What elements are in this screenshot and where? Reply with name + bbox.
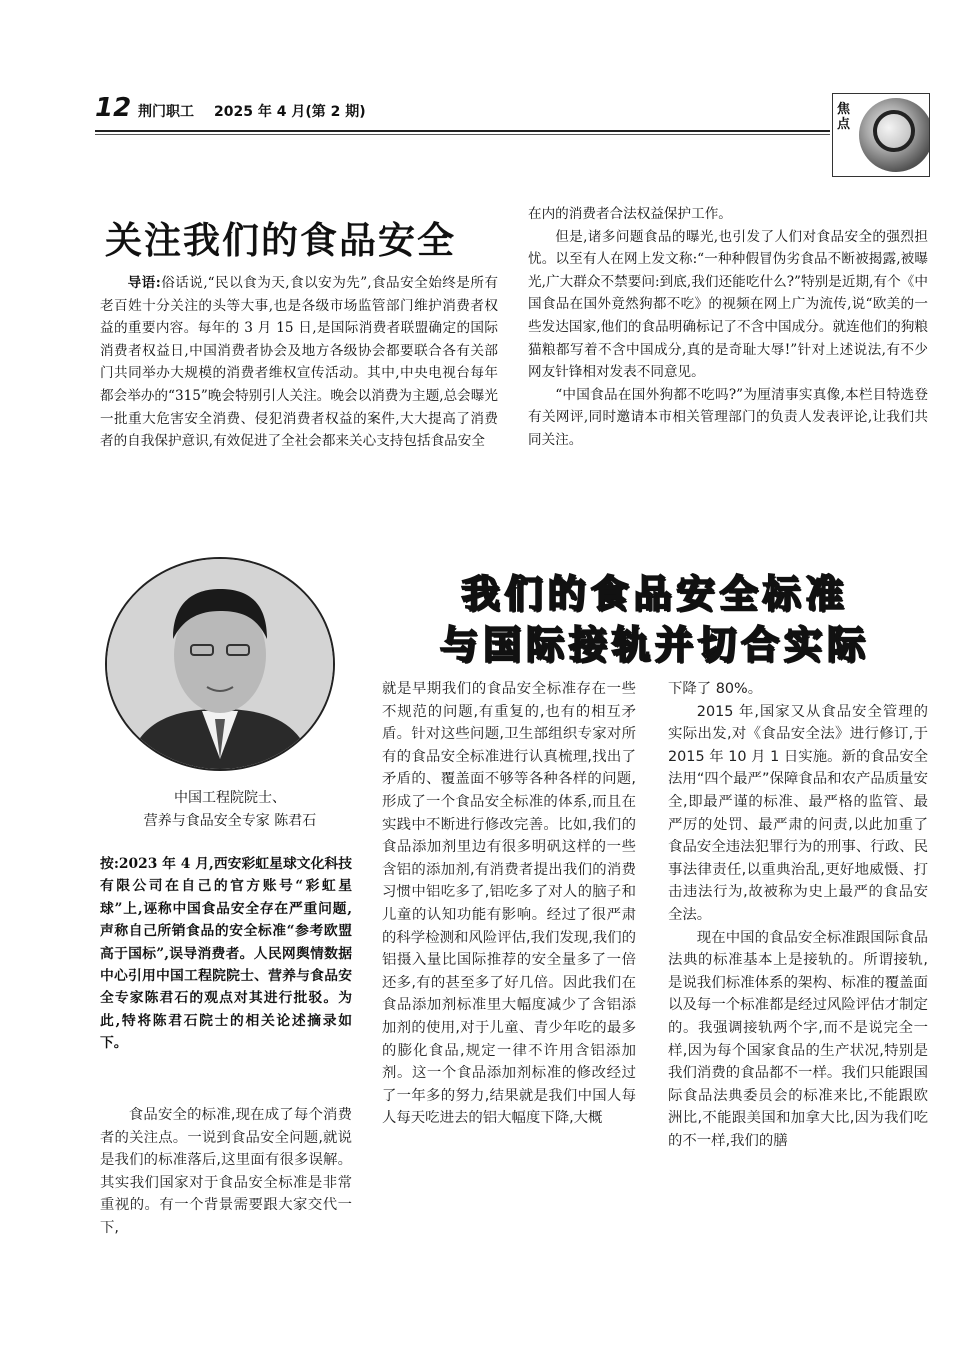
article-title-line2: 与国际接轨并切合实际 [439, 622, 870, 667]
article-column-2 [382, 678, 636, 1130]
editor-note [100, 853, 352, 1055]
page-number: 12 [95, 93, 132, 123]
article-title-line1: 我们的食品安全标准 [461, 571, 849, 616]
feature-lead [100, 272, 498, 453]
section-badge [832, 93, 930, 177]
portrait-caption-line1: 中国工程院院士、 [174, 790, 286, 806]
portrait-caption-line2: 营养与食品安全专家 陈君石 [143, 813, 317, 829]
lead-label: 导语: [127, 275, 161, 291]
magnifier-icon [873, 110, 915, 152]
author-portrait [105, 557, 335, 771]
article-paragraph: 2015 年,国家又从食品安全管理的实际出发,对《食品安全法》进行修订,于 2015 年 10 月 1 日实施。新的食品安全法用“四个最严”保障食品和农产品质量安全,即最严谨的标准、最严格的监管、最严厉的处罚、最严肃的问责,以此加重了食品安全违法犯罪行为的刑事、行政、民事法律责任,以重典治乱,更好地威慑、打击违法行为,故被称为史上最严的食品安全法。 [668, 703, 928, 923]
note-label: 按: [100, 856, 119, 872]
note-text: 2023 年 4 月,西安彩虹星球文化科技有限公司在自己的官方账号“彩虹星球”上,诬称中国食品安全存在严重问题,声称自己所销食品的安全标准“参考欧盟高于国标”,误导消费者。人民网舆情数据中心引用中国工程院院士、营养与食品安全专家陈君石的观点对其进行批驳。为此,特将陈君石院士的相关论述摘录如下。 [100, 856, 353, 1052]
portrait-photo [107, 559, 333, 769]
lead-text: 俗话说,“民以食为天,食以安为先”,食品安全始终是所有老百姓十分关注的头等大事,也是各级市场监管部门维护消费者权益的重要内容。每年的 3 月 15 日,是国际消费者联盟确定的国际消费者权益日,中国消费者协会及地方各级协会都要联合各有关部门共同举办大规模的消费者维权宣传活动。其中,中央电视台每年都会举办的“315”晚会特别引人关注。晚会以消费为主题,总会曝光一批重大危害安全消费、侵犯消费者权益的案件,大大提高了消费者的自我保护意识,有效促进了全社会都来关心支持包括食品安全 [100, 275, 498, 450]
article-paragraph: 下降了 80%。 [668, 681, 763, 697]
feature-paragraph: 在内的消费者合法权益保护工作。 [528, 206, 732, 222]
header-rule [95, 130, 830, 132]
feature-title: 关注我们的食品安全 [105, 219, 456, 262]
feature-continued [528, 203, 928, 452]
feature-paragraph: “中国食品在国外狗都不吃吗?”为厘清事实真像,本栏目特选登有关网评,同时邀请本市相关管理部门的负责人发表评论,让我们共同关注。 [528, 386, 928, 448]
feature-paragraph: 但是,诸多问题食品的曝光,也引发了人们对食品安全的强烈担忧。以至有人在网上发文称:“一种种假冒伪劣食品不断被揭露,被曝光,广大群众不禁要问:到底,我们还能吃什么?”特别是近期,有个《中国食品在国外竟然狗都不吃》的视频在网上广为流传,说“欧美的一些发达国家,他们的食品明确标记了不含中国成分。就连他们的狗粮猫粮都写着不含中国成分,真的是奇耻大辱!”针对上述说法,有不少网友针锋相对发表不同意见。 [528, 228, 928, 381]
header-rule-thin [95, 134, 830, 135]
issue-date: 2025 年 4 月(第 2 期) [214, 104, 366, 120]
article-column-3 [668, 678, 928, 1152]
article-column-1 [100, 1104, 352, 1240]
article-paragraph: 就是早期我们的食品安全标准存在一些不规范的问题,有重复的,也有的相互矛盾。针对这些问题,卫生部组织专家对所有的食品安全标准进行认真梳理,找出了矛盾的、覆盖面不够等各种各样的问题,形成了一个食品安全标准的体系,而且在实践中不断进行修改完善。比如,我们的食品添加剂里边有很多明矾这样的一些含铝的添加剂,有消费者提出我们的消费习惯中铝吃多了,铝吃多了对人的脑子和儿童的认知功能有影响。经过了很严肃的科学检测和风险评估,我们发现,我们的铝摄入量比国际推荐的安全量多了一倍还多,有的甚至多了好几倍。因此我们在食品添加剂标准里大幅度减少了含铝添加剂的使用,对于儿童、青少年吃的最多的膨化食品,规定一律不许用含铝添加剂。这一个食品添加剂标准的修改经过了一年多的努力,结果就是我们中国人每人每天吃进去的铝大幅度下降,大概 [382, 681, 636, 1127]
section-badge-label: 焦点 [837, 102, 851, 132]
article-paragraph: 食品安全的标准,现在成了每个消费者的关注点。一说到食品安全问题,就说是我们的标准落后,这里面有很多误解。其实我们国家对于食品安全标准是非常重视的。有一个背景需要跟大家交代一下, [100, 1107, 352, 1236]
magazine-name: 荆门职工 [138, 104, 194, 120]
article-paragraph: 现在中国的食品安全标准跟国际食品法典的标准基本上是接轨的。所谓接轨,是说我们标准体系的架构、标准的覆盖面以及每一个标准都是经过风险评估才制定的。我强调接轨两个字,而不是说完全一样,因为每个国家食品的生产状况,特别是我们消费的食品都不一样。我们只能跟国际食品法典委员会的标准来比,不能跟欧洲比,不能跟美国和加拿大比,因为我们吃的不一样,我们的膳 [668, 929, 928, 1149]
